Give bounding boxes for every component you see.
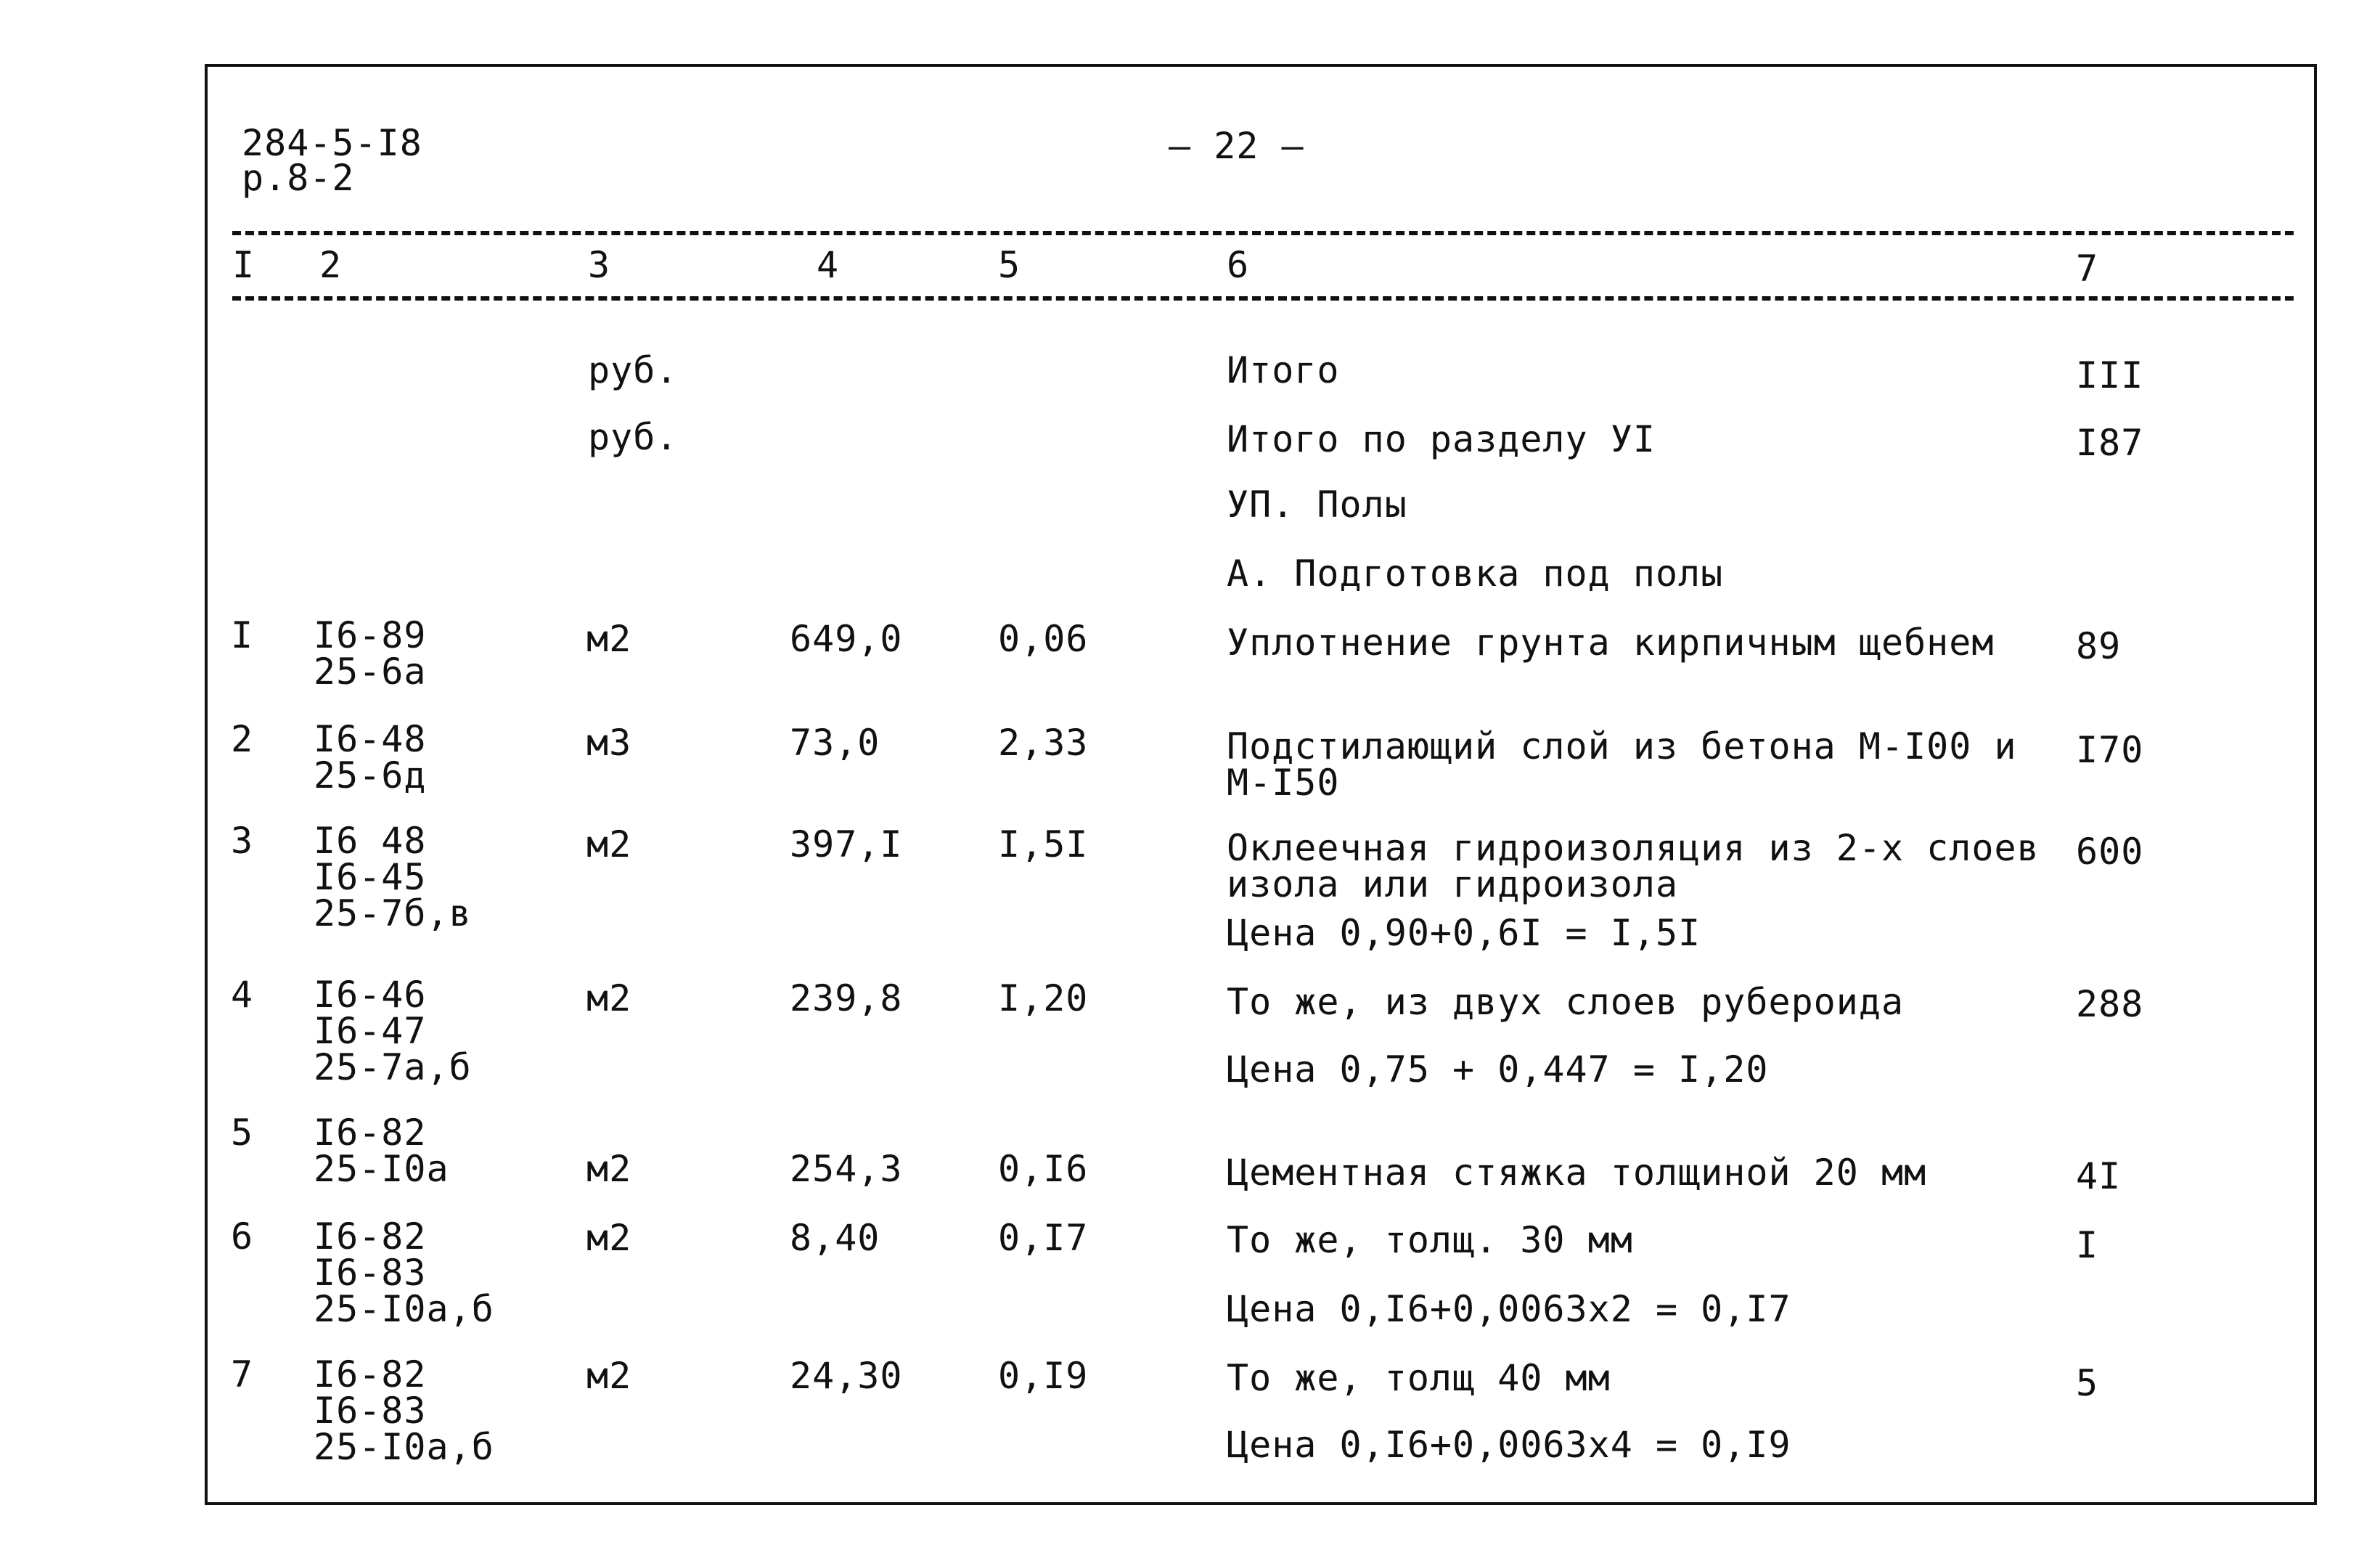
header-top-rule [232, 231, 2294, 235]
row-total: 288 [2076, 983, 2144, 1025]
summary-total: I87 [2076, 422, 2144, 464]
summary-unit: руб. [588, 416, 679, 458]
row-total: 5 [2076, 1362, 2099, 1404]
row-number: I [231, 614, 254, 656]
row-price: I,5I [998, 823, 1089, 865]
row-number: 3 [231, 820, 254, 862]
row-code-line: I6-82 [314, 1215, 427, 1258]
summary-description: Итого [1227, 349, 1340, 391]
row-description: То же, толщ 40 мм [1227, 1357, 1611, 1399]
row-description: Цементная стяжка толщиной 20 мм [1227, 1152, 1927, 1194]
row-description-line: Подстилающий слой из бетона М-I00 и [1227, 725, 2017, 767]
row-price-note: Цена 0,90+0,6I = I,5I [1227, 912, 1701, 954]
row-code-line: 25-6д [314, 754, 427, 796]
row-total: 600 [2076, 831, 2144, 873]
row-code-line: 25-I0а [314, 1148, 449, 1190]
row-total: I70 [2076, 729, 2144, 771]
row-price: 0,06 [998, 618, 1089, 660]
row-description: То же, из двух слоев рубероида [1227, 981, 1905, 1023]
row-quantity: 239,8 [790, 977, 903, 1019]
row-code-line: I6-83 [314, 1390, 427, 1432]
row-code-line: I6-89 [314, 614, 427, 656]
summary-unit: руб. [588, 349, 679, 391]
row-price: 0,I6 [998, 1148, 1089, 1190]
row-description-line: изола или гидроизола [1227, 863, 1679, 905]
row-quantity: 73,0 [790, 722, 880, 764]
row-code-line: 25-I0а,б [314, 1426, 494, 1468]
row-price: I,20 [998, 977, 1089, 1019]
row-unit: м2 [586, 1355, 632, 1397]
row-code-line: 25-6а [314, 651, 427, 693]
section-title: УП. Полы [1227, 484, 1407, 526]
row-quantity: 8,40 [790, 1217, 880, 1259]
row-unit: м2 [586, 1148, 632, 1190]
row-unit: м2 [586, 977, 632, 1019]
row-description: То же, толщ. 30 мм [1227, 1219, 1633, 1261]
row-code [314, 614, 427, 693]
header-bottom-rule [232, 296, 2294, 301]
row-code-line: I6 48 [314, 820, 427, 862]
row-code [314, 1353, 494, 1468]
row-number: 5 [231, 1112, 254, 1154]
section-ref: р.8-2 [242, 157, 355, 199]
row-code-line: 25-I0а,б [314, 1288, 494, 1330]
row-number: 2 [231, 718, 254, 760]
row-code-line: I6-46 [314, 974, 427, 1016]
col-header-4: 4 [817, 244, 840, 286]
row-price-note: Цена 0,75 + 0,447 = I,20 [1227, 1048, 1769, 1091]
row-code-line: I6-45 [314, 856, 427, 898]
row-code-line: I6-82 [314, 1353, 427, 1395]
row-unit: м2 [586, 1217, 632, 1259]
row-code-line: I6-48 [314, 718, 427, 760]
summary-description: Итого по разделу УI [1227, 418, 1656, 460]
row-code [314, 1215, 494, 1330]
row-description [1227, 725, 2017, 804]
row-description-line: М-I50 [1227, 762, 1340, 804]
col-header-2: 2 [319, 244, 343, 286]
row-code-line: 25-7а,б [314, 1046, 472, 1088]
doc-code: 284-5-I8 [242, 122, 422, 164]
row-description-line: Оклеечная гидроизоляция из 2-х слоев [1227, 827, 2040, 869]
row-price: 0,I7 [998, 1217, 1089, 1259]
row-total: 89 [2076, 625, 2122, 667]
row-code-line: I6-83 [314, 1252, 427, 1294]
col-header-6: 6 [1227, 244, 1250, 286]
row-quantity: 254,3 [790, 1148, 903, 1190]
row-quantity: 649,0 [790, 618, 903, 660]
row-code-line: I6-82 [314, 1112, 427, 1154]
row-number: 7 [231, 1353, 254, 1395]
row-total: I [2076, 1224, 2099, 1266]
row-price-note: Цена 0,I6+0,0063х4 = 0,I9 [1227, 1424, 1791, 1466]
row-quantity: 24,30 [790, 1355, 903, 1397]
col-header-5: 5 [998, 244, 1021, 286]
row-total: 4I [2076, 1155, 2122, 1197]
row-unit: м2 [586, 618, 632, 660]
row-price: 2,33 [998, 722, 1089, 764]
summary-total: III [2076, 354, 2144, 396]
row-quantity: 397,I [790, 823, 903, 865]
row-code [314, 820, 472, 934]
row-code-line: I6-47 [314, 1010, 427, 1052]
row-description [1227, 827, 2040, 905]
col-header-1: I [232, 244, 255, 286]
row-code [314, 718, 427, 796]
row-number: 4 [231, 974, 254, 1016]
row-unit: м3 [586, 722, 632, 764]
row-description: Уплотнение грунта кирпичным щебнем [1227, 621, 1995, 664]
row-price-note: Цена 0,I6+0,0063х2 = 0,I7 [1227, 1288, 1791, 1330]
row-number: 6 [231, 1215, 254, 1258]
row-code-line: 25-7б,в [314, 892, 472, 934]
row-code [314, 1112, 449, 1190]
subsection-title: А. Подготовка под полы [1227, 553, 1724, 595]
row-code [314, 974, 472, 1088]
col-header-3: 3 [588, 244, 611, 286]
col-header-7: 7 [2076, 248, 2099, 290]
row-unit: м2 [586, 823, 632, 865]
page-number: — 22 — [1169, 125, 1304, 167]
row-price: 0,I9 [998, 1355, 1089, 1397]
